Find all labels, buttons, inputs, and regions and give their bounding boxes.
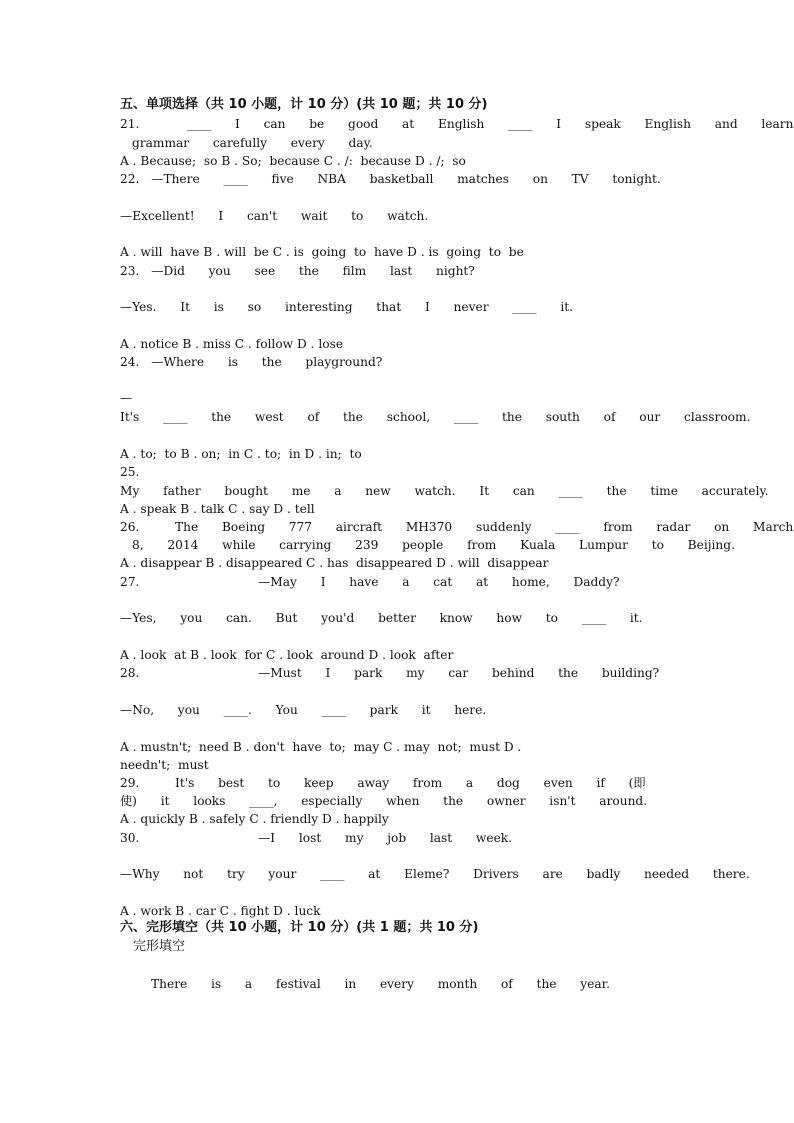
q25-options: A . speak B . talk C . say D . tell — [120, 502, 315, 516]
q22-reply: —Excellent! I can't wait to watch. — [120, 209, 429, 223]
q25-number: 25. — [120, 465, 140, 479]
q27-stem: 27. —May I have a cat at home, Daddy? — [120, 575, 620, 589]
q27-options: A . look at B . look for C . look around D . look after — [120, 648, 454, 662]
q23-reply: —Yes. It is so interesting that I never ____ it. — [120, 300, 574, 314]
q23-options: A . notice B . miss C . follow D . lose — [120, 337, 344, 351]
q22-stem: 22. —There ____ five NBA basketball matches on TV tonight. — [120, 172, 661, 186]
q30-reply: —Why not try your ____ at Eleme? Drivers are badly needed there. — [120, 867, 750, 881]
q30-options: A . work B . car C . fight D . luck — [120, 904, 321, 918]
q29-stem-line2: 使) it looks ____, especially when the owner isn't around. — [120, 794, 648, 808]
q26-stem-line2: 8, 2014 while carrying 239 people from Kuala Lumpur to Beijing. — [132, 538, 735, 552]
q23-stem: 23. —Did you see the film last night? — [120, 264, 475, 278]
section-5-title: 五、单项选择（共 10 小题，计 10 分）(共 10 题；共 10 分) — [120, 97, 488, 112]
q21-stem-line1: 21. ____ I can be good at English ____ I speak English and learn — [120, 117, 794, 131]
q22-options: A . will have B . will be C . is going to have D . is going to be — [120, 245, 524, 259]
q28-options-line1: A . mustn't; need B . don't have to; may C . may not; must D . — [120, 740, 522, 754]
q21-options: A . Because; so B . So; because C . /: because D . /; so — [120, 154, 466, 168]
q24-dash: — — [120, 391, 133, 405]
q26-stem-line1: 26. The Boeing 777 aircraft MH370 suddenly ____ from radar on March — [120, 520, 794, 534]
q29-stem-line1: 29. It's best to keep away from a dog even if (即 — [120, 776, 646, 790]
q25-stem: My father bought me a new watch. It can ____ the time accurately. — [120, 484, 769, 498]
q30-stem: 30. —I lost my job last week. — [120, 831, 513, 845]
q24-stem: 24. —Where is the playground? — [120, 355, 383, 369]
section-6-title: 六、完形填空（共 10 小题，计 10 分）(共 1 题；共 10 分) — [120, 920, 479, 935]
q24-reply: It's ____ the west of the school, ____ the south of our classroom. — [120, 410, 751, 424]
q29-options: A . quickly B . safely C . friendly D . happily — [120, 812, 389, 826]
q28-options-line2: needn't; must — [120, 758, 209, 772]
q27-reply: —Yes, you can. But you'd better know how to ____ it. — [120, 611, 643, 625]
q28-reply: —No, you ____. You ____ park it here. — [120, 703, 487, 717]
passage-first-line: There is a festival in every month of the year. — [151, 977, 610, 991]
q26-options: A . disappear B . disappeared C . has disappeared D . will disappear — [120, 556, 549, 570]
q24-options: A . to; to B . on; in C . to; in D . in; to — [120, 447, 362, 461]
q28-stem: 28. —Must I park my car behind the building? — [120, 666, 660, 680]
q21-stem-line2: grammar carefully every day. — [132, 136, 373, 150]
section-6-subtitle: 完形填空 — [133, 939, 186, 954]
